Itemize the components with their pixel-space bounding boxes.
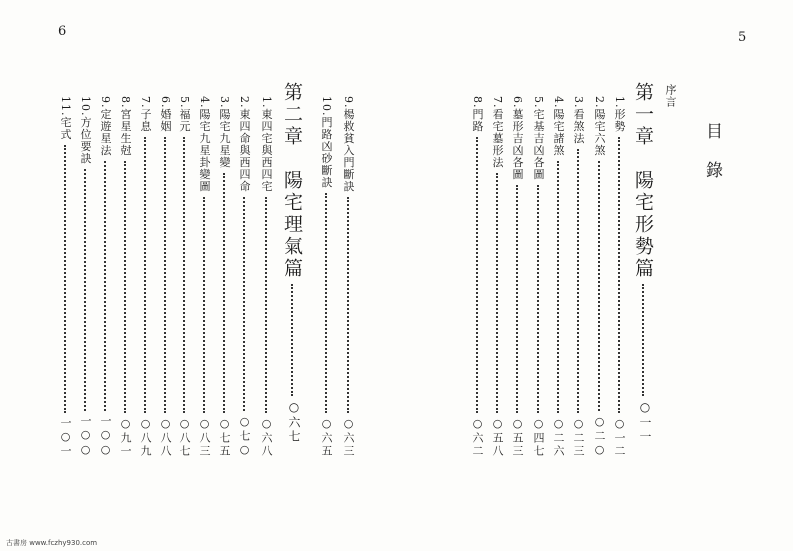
toc-page-number: 一○一 — [59, 417, 72, 458]
toc-entry-label: 8.門路 — [471, 96, 484, 133]
toc-page-number: ○六二 — [471, 417, 484, 458]
dot-leader — [642, 284, 644, 396]
toc-entry-label: 8.宮星生尅 — [119, 96, 132, 157]
dot-leader — [64, 145, 66, 414]
toc-entry-label: 3.陽宅九星變 — [218, 96, 231, 169]
toc-entry — [176, 96, 192, 458]
toc-page-number: ○八三 — [198, 417, 211, 458]
toc-entry — [117, 96, 133, 458]
toc-entry — [236, 96, 252, 458]
toc-page-number: ○五三 — [511, 417, 524, 458]
toc-page-number: 一○○ — [79, 415, 92, 458]
toc-entry — [489, 96, 505, 458]
dot-leader — [144, 137, 146, 414]
toc-entry — [550, 96, 566, 458]
toc-entry-label: 6.墓形吉凶各圖 — [511, 96, 524, 181]
dot-leader — [265, 197, 267, 414]
dot-leader — [618, 137, 620, 414]
toc-entry-label: 2.陽宅六煞 — [593, 96, 606, 157]
preface-label: 序言 — [664, 84, 677, 108]
toc-entry-label: 1.形勢 — [613, 96, 626, 133]
dot-leader — [577, 149, 579, 414]
dot-leader — [476, 137, 478, 414]
toc-page-number: ○六八 — [260, 417, 273, 458]
dot-leader — [84, 169, 86, 412]
toc-page-number: ○六五 — [320, 417, 333, 458]
dot-leader — [598, 161, 600, 412]
dot-leader — [496, 173, 498, 414]
dot-leader — [243, 197, 245, 412]
toc-entry-label: 2.東四命與西四命 — [238, 96, 251, 193]
toc-page-number: ○一二 — [613, 417, 626, 458]
toc-page-number: ○五八 — [491, 417, 504, 458]
toc-entry — [97, 96, 113, 458]
toc-entry-label: 4.陽宅諸煞 — [552, 96, 565, 157]
chapter-heading — [282, 82, 302, 444]
dot-leader — [203, 197, 205, 414]
toc-page-number: ○二三 — [572, 417, 585, 458]
toc-title: 目錄 — [702, 122, 722, 200]
toc-page-number: ○九一 — [119, 417, 132, 458]
toc-page-number: ○八八 — [159, 417, 172, 458]
dot-leader — [347, 197, 349, 414]
chapter-title: 第一章 陽宅形勢篇 — [632, 82, 654, 280]
toc-page-number: ○二六 — [552, 417, 565, 458]
toc-entry — [57, 96, 73, 458]
dot-leader — [325, 193, 327, 414]
toc-entry-label: 5.宅基吉凶各圖 — [532, 96, 545, 181]
toc-entry-label: 9.楊救貧入門斷訣 — [342, 96, 355, 193]
chapter-heading — [633, 82, 653, 444]
right-page-number: 5 — [738, 30, 747, 45]
toc-entry — [216, 96, 232, 458]
toc-entry-label: 6.婚姻 — [159, 96, 172, 133]
toc-page-number: ○四七 — [532, 417, 545, 458]
toc-entry — [340, 96, 356, 458]
toc-entry — [318, 96, 334, 458]
toc-page-number: ○一一 — [638, 400, 652, 444]
toc-entry — [591, 96, 607, 458]
toc-page-number: ○八九 — [139, 417, 152, 458]
toc-entry-label: 1.東四宅與西四宅 — [260, 96, 273, 193]
dot-leader — [104, 161, 106, 412]
toc-entry — [196, 96, 212, 458]
toc-page-number: 一○○ — [99, 415, 112, 458]
toc-entry-label: 3.看煞法 — [572, 96, 585, 145]
toc-entry — [570, 96, 586, 458]
toc-page-number: ○二○ — [593, 415, 606, 458]
toc-entry — [530, 96, 546, 458]
site-watermark: 古書房 www.fczhy930.com — [6, 539, 98, 547]
toc-entry — [509, 96, 525, 458]
toc-page-number: ○六三 — [342, 417, 355, 458]
dot-leader — [291, 284, 293, 396]
toc-entry — [137, 96, 153, 458]
dot-leader — [124, 161, 126, 414]
toc-entry — [611, 96, 627, 458]
dot-leader — [516, 185, 518, 414]
toc-entry — [258, 96, 274, 458]
toc-page-number: ○七五 — [218, 417, 231, 458]
toc-entry-label: 10.方位要訣 — [79, 96, 92, 165]
toc-entry-label: 7.子息 — [139, 96, 152, 133]
toc-entry — [77, 96, 93, 458]
dot-leader — [537, 185, 539, 414]
toc-entry-label: 4.陽宅九星卦變圖 — [198, 96, 211, 193]
dot-leader — [223, 173, 225, 414]
toc-page-number: ○七○ — [238, 415, 251, 458]
toc-entry-label: 9.定遊星法 — [99, 96, 112, 157]
toc-entry-label: 10.門路凶砂斷訣 — [320, 96, 333, 189]
toc-entry-label: 11.宅式 — [59, 96, 72, 141]
toc-entry-label: 7.看宅墓形法 — [491, 96, 504, 169]
left-page-number: 6 — [58, 24, 67, 39]
dot-leader — [183, 137, 185, 414]
toc-page-number: ○六七 — [287, 400, 301, 444]
dot-leader — [164, 137, 166, 414]
dot-leader — [557, 161, 559, 414]
toc-entry — [469, 96, 485, 458]
chapter-title: 第二章 陽宅理氣篇 — [281, 82, 303, 280]
toc-entry — [157, 96, 173, 458]
toc-entry-label: 5.福元 — [178, 96, 191, 133]
toc-page-number: ○八七 — [178, 417, 191, 458]
